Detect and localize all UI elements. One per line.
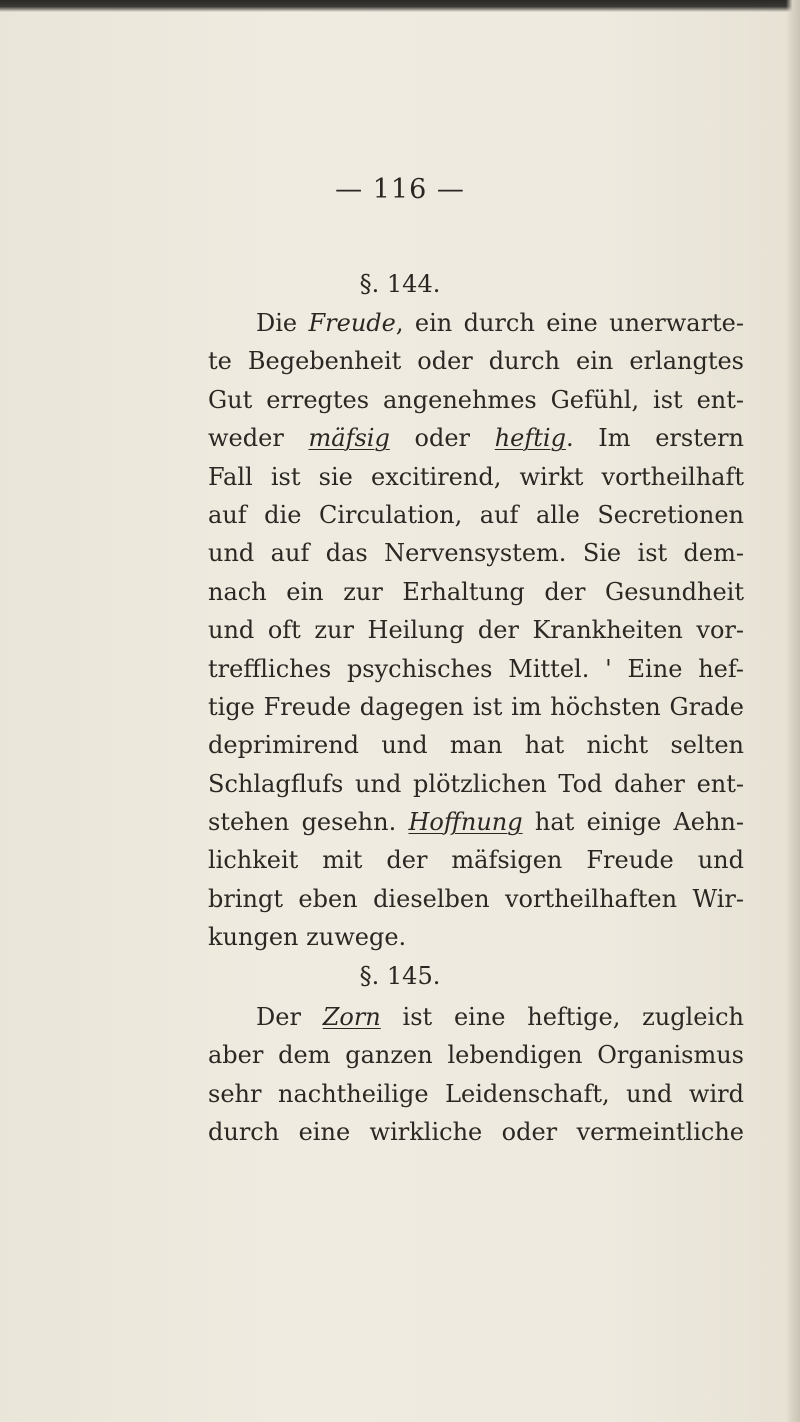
page-top-edge xyxy=(0,0,800,12)
text-line: stehen gesehn. Hoffnung hat einige Aehn- xyxy=(208,808,745,837)
text-line: und oft zur Heilung der Krankheiten vor- xyxy=(208,616,744,645)
text-line: Die Freude, ein durch eine unerwarte- xyxy=(256,309,744,337)
emphasized-term: Zorn xyxy=(322,1003,381,1031)
text-line: aber dem ganzen lebendigen Organismus xyxy=(208,1041,744,1070)
text-line: lichkeit mit der mäfsigen Freude und xyxy=(208,846,744,875)
text-line: Fall ist sie excitirend, wirkt vortheilhaft xyxy=(208,462,744,491)
section-144-text xyxy=(208,304,744,957)
emphasized-term: mäfsig xyxy=(308,424,390,453)
section-145-heading: §. 145. xyxy=(359,962,441,990)
text-line: durch eine wirkliche oder vermeintliche xyxy=(208,1118,744,1147)
text-line: weder mäfsig oder heftig. Im erstern xyxy=(208,424,744,453)
text-line: und auf das Nervensystem. Sie ist dem- xyxy=(208,539,744,568)
page-right-edge xyxy=(786,0,800,1422)
text-line: tige Freude dagegen ist im höchsten Grade xyxy=(208,692,744,721)
section-145-text xyxy=(208,998,744,1152)
section-144-heading: §. 144. xyxy=(359,270,441,298)
text-line: deprimirend und man hat nicht selten xyxy=(208,731,744,760)
text-line: sehr nachtheilige Leidenschaft, und wird xyxy=(208,1079,744,1108)
page-number-header: — 116 — xyxy=(335,174,465,205)
text-line: auf die Circulation, auf alle Secretionen xyxy=(208,500,744,529)
text-line: te Begebenheit oder durch ein erlangtes xyxy=(208,347,744,376)
text-line: Gut erregtes angenehmes Gefühl, ist ent- xyxy=(208,385,744,414)
text-line: nach ein zur Erhaltung der Gesundheit xyxy=(208,577,744,606)
text-line: treffliches psychisches Mittel. ' Eine hef- xyxy=(208,654,744,683)
emphasized-term: heftig xyxy=(494,424,566,453)
text-line: Schlagflufs und plötzlichen Tod daher ent- xyxy=(208,769,744,798)
text-line: kungen zuwege. xyxy=(208,923,407,952)
emphasized-term: Hoffnung xyxy=(408,808,523,837)
text-line: bringt eben dieselben vortheilhaften Wir- xyxy=(208,884,744,913)
emphasized-term: Freude xyxy=(308,309,396,337)
text-line: Der Zorn ist eine heftige, zugleich xyxy=(256,1003,745,1031)
